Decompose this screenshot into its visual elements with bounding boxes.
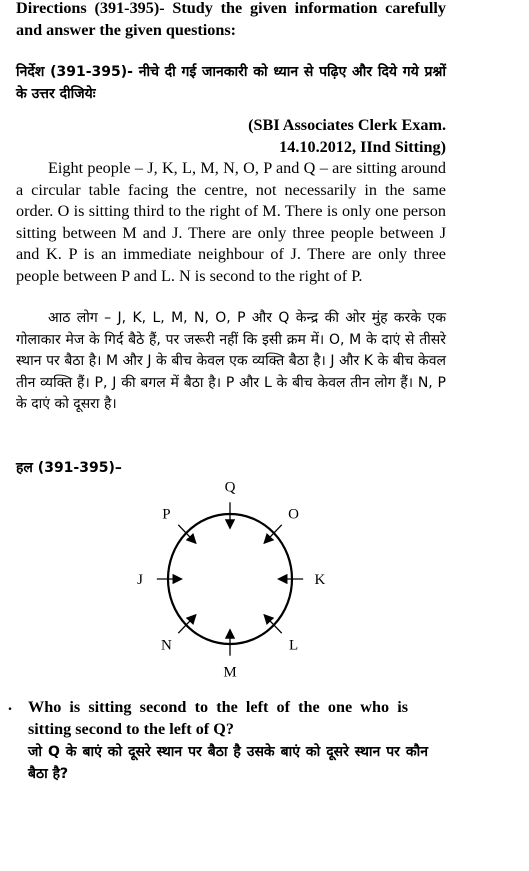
- solution-label: हल (391-395)–: [16, 460, 122, 476]
- exam-source: [16, 115, 446, 158]
- paragraph-english: Eight people – J, K, L, M, N, O, P and Q – are sitting around a circular table facing the centre, not necessarily in the same order. O is sitting third to the right of M. There is only one person sitting between M and J. There are only three people between J and K. P is an immediate neighbour of J. There are only three people between P and L. N is second to the right of P.: [16, 159, 446, 285]
- seat-label-n: N: [161, 637, 172, 654]
- exam-source-line-1: (SBI Associates Clerk Exam.: [248, 116, 446, 134]
- seat-label-k: K: [314, 572, 326, 588]
- directions-english: Directions (391-395)- Study the given information carefully and answer the given questions:: [16, 0, 446, 39]
- paragraph-hindi: आठ लोग – J, K, L, M, N, O, P और Q केन्द्र की ओर मुंह करके एक गोलाकार मेज के गिर्द बैठे हैं, पर जरूरी नहीं कि इसी क्रम में। O, M के दाएं से तीसरे स्थान पर बैठा है। M और J के बीच केवल एक व्यक्ति बैठा है। J और K के बीच केवल तीन व्यक्ति हैं। P, J की बगल में बैठा है। P और L के बीच केवल तीन लोग हैं। N, P के दाएं को दूसरा है।: [16, 310, 446, 412]
- circular-seating-diagram: [130, 478, 340, 688]
- question-bullet: .: [8, 697, 12, 714]
- question-hindi: जो Q के बाएं को दूसरे स्थान पर बैठा है उसके बाएं को दूसरे स्थान पर कौन बैठा है?: [28, 744, 428, 782]
- seat-label-q: Q: [224, 479, 236, 496]
- seat-label-p: P: [162, 506, 171, 523]
- exam-source-line-2: 14.10.2012, IInd Sitting): [279, 137, 446, 156]
- question-english: Who is sitting second to the left of the one who is sitting second to the left of Q?: [28, 698, 408, 738]
- seat-label-o: O: [288, 506, 299, 523]
- seat-label-m: M: [223, 664, 237, 681]
- directions-hindi: निर्देश (391-395)- नीचे दी गई जानकारी को ध्यान से पढ़िए और दिये गये प्रश्नों के उत्तर दीजियेः: [16, 64, 446, 102]
- seat-label-l: L: [288, 637, 299, 654]
- seat-label-j: J: [137, 572, 144, 588]
